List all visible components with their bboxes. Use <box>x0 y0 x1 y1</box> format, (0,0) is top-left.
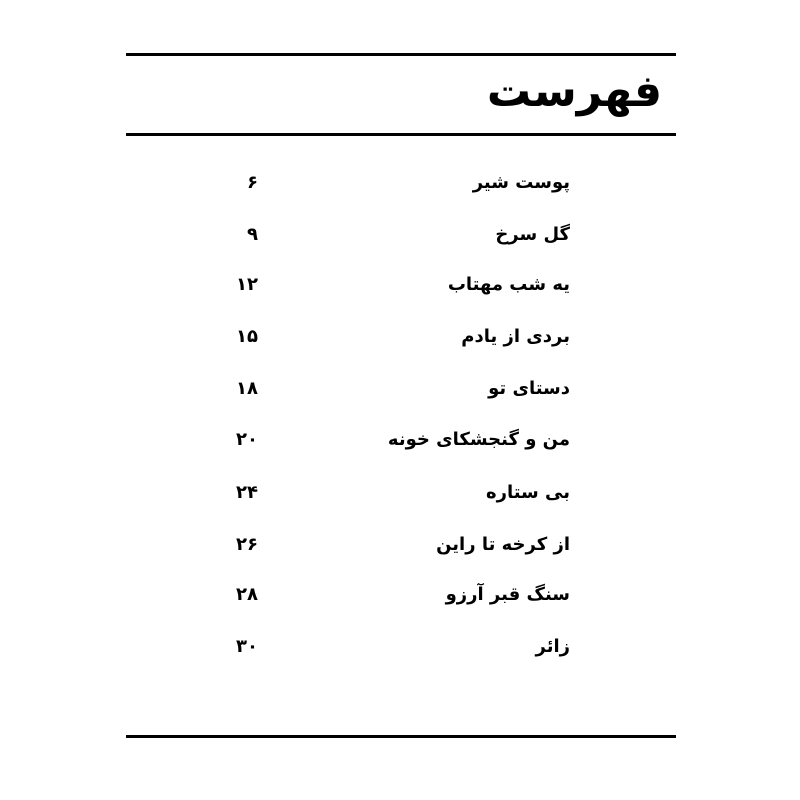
toc-entry-page: ۲۴ <box>236 482 258 503</box>
toc-entry[interactable] <box>0 632 800 662</box>
toc-entry-page: ۶ <box>247 172 258 193</box>
toc-entry-page: ۱۸ <box>236 378 258 399</box>
toc-entry[interactable] <box>0 322 800 352</box>
toc-entry[interactable] <box>0 478 800 508</box>
bottom-rule <box>126 735 676 738</box>
toc-entry-title: بردی از یادم <box>461 326 570 347</box>
toc-entry-page: ۲۶ <box>236 534 258 555</box>
toc-entry[interactable] <box>0 374 800 404</box>
toc-entry[interactable] <box>0 220 800 250</box>
toc-entry-title: سنگ قبر آرزو <box>445 584 570 605</box>
toc-entry-title: من و گنجشکای خونه <box>387 429 570 450</box>
toc-entry-page: ۹ <box>247 224 258 245</box>
toc-entry[interactable] <box>0 270 800 300</box>
toc-entry-title: دستای تو <box>488 378 570 399</box>
toc-entry-title: از کرخه تا راین <box>436 534 570 555</box>
page-title: فهرست <box>486 66 662 117</box>
toc-entry[interactable] <box>0 168 800 198</box>
toc-entry-page: ۲۸ <box>236 584 258 605</box>
toc-entry-page: ۱۵ <box>236 326 258 347</box>
toc-entry-title: پوست شیر <box>472 172 570 193</box>
toc-entry-title: گل سرخ <box>495 224 570 245</box>
toc-entry-title: بی ستاره <box>485 482 570 503</box>
toc-entry-title: یه شب مهتاب <box>447 274 570 295</box>
toc-entry-page: ۲۰ <box>236 429 258 450</box>
toc-entry-page: ۳۰ <box>236 636 258 657</box>
toc-entry-title: زائر <box>535 636 570 657</box>
toc-entry[interactable] <box>0 580 800 610</box>
toc-entry[interactable] <box>0 530 800 560</box>
toc-entry[interactable] <box>0 425 800 455</box>
toc-entry-page: ۱۲ <box>236 274 258 295</box>
